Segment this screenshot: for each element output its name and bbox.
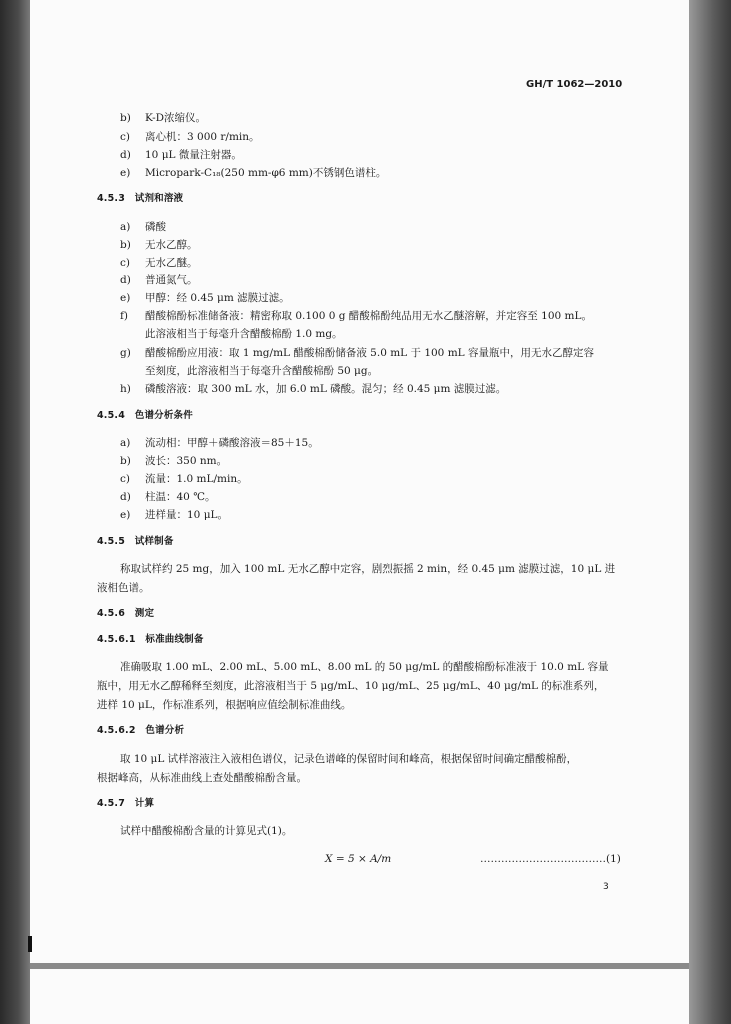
list-label: c) bbox=[120, 257, 130, 269]
list-label: b) bbox=[120, 112, 131, 124]
list-label: e) bbox=[120, 292, 131, 304]
list-label: d) bbox=[120, 491, 131, 503]
list-label: h) bbox=[120, 383, 131, 395]
paragraph-line: 称取试样约 25 mg，加入 100 mL 无水乙醇中定容，剧烈振摇 2 min，经 0.45 μm 滤膜过滤，10 μL 进 bbox=[120, 563, 616, 575]
list-item: Micropark-C₁₈(250 mm-φ6 mm)不锈钢色谱柱。 bbox=[145, 167, 387, 179]
section-heading: 4.5.7 计算 bbox=[97, 798, 155, 809]
list-label: a) bbox=[120, 221, 131, 233]
list-item: 甲醇：经 0.45 μm 滤膜过滤。 bbox=[145, 292, 290, 304]
list-item: 普通氮气。 bbox=[145, 274, 198, 286]
section-heading: 4.5.6 测定 bbox=[97, 608, 155, 619]
paragraph-line: 液相色谱。 bbox=[97, 582, 150, 594]
list-label: e) bbox=[120, 167, 131, 179]
list-label: b) bbox=[120, 239, 131, 251]
list-item: 流动相：甲醇＋磷酸溶液＝85＋15。 bbox=[145, 437, 319, 449]
section-heading: 4.5.6.1 标准曲线制备 bbox=[97, 634, 204, 645]
paragraph-line: 根据峰高，从标准曲线上查处醋酸棉酚含量。 bbox=[97, 772, 307, 784]
list-item: 流量：1.0 mL/min。 bbox=[145, 473, 248, 485]
right-background bbox=[689, 0, 731, 1024]
list-label: a) bbox=[120, 437, 131, 449]
list-item: 醋酸棉酚标准储备液：精密称取 0.100 0 g 醋酸棉酚纯品用无水乙醚溶解，并定容至 100 mL。 bbox=[145, 310, 592, 322]
list-item: 进样量：10 μL。 bbox=[145, 509, 228, 521]
list-label: d) bbox=[120, 149, 131, 161]
paragraph-line: 取 10 μL 试样溶液注入液相色谱仪，记录色谱峰的保留时间和峰高，根据保留时间确定醋酸棉酚， bbox=[120, 753, 578, 765]
list-item: 无水乙醚。 bbox=[145, 257, 198, 269]
binding-mark bbox=[28, 936, 32, 952]
list-item: 柱温：40 ℃。 bbox=[145, 491, 216, 503]
list-item-continuation: 至刻度，此溶液相当于每毫升含醋酸棉酚 50 μg。 bbox=[145, 365, 379, 377]
list-item: 10 μL 微量注射器。 bbox=[145, 149, 242, 161]
list-label: e) bbox=[120, 509, 131, 521]
list-item: 离心机：3 000 r/min。 bbox=[145, 131, 260, 143]
formula: X = 5 × A/m bbox=[325, 853, 392, 865]
paragraph-line: 瓶中，用无水乙醇稀释至刻度，此溶液相当于 5 μg/mL、10 μg/mL、25 μg/mL、40 μg/mL 的标准系列， bbox=[97, 680, 605, 692]
list-label: f) bbox=[120, 310, 128, 322]
list-label: c) bbox=[120, 473, 130, 485]
list-item: 磷酸溶液：取 300 mL 水，加 6.0 mL 磷酸。混匀；经 0.45 μm 滤膜过滤。 bbox=[145, 383, 507, 395]
list-item: 波长：350 nm。 bbox=[145, 455, 228, 467]
standard-code: GH/T 1062—2010 bbox=[526, 79, 623, 90]
list-label: c) bbox=[120, 131, 130, 143]
section-heading: 4.5.5 试样制备 bbox=[97, 536, 174, 547]
list-label: g) bbox=[120, 347, 131, 359]
list-label: d) bbox=[120, 274, 131, 286]
paragraph-line: 试样中醋酸棉酚含量的计算见式(1)。 bbox=[120, 825, 293, 837]
section-heading: 4.5.6.2 色谱分析 bbox=[97, 725, 185, 736]
formula-number: ………………………………(1) bbox=[480, 853, 621, 865]
page-number: 3 bbox=[603, 882, 609, 892]
list-item: 醋酸棉酚应用液：取 1 mg/mL 醋酸棉酚储备液 5.0 mL 于 100 mL 容量瓶中，用无水乙醇定容 bbox=[145, 347, 594, 359]
paragraph-line: 进样 10 μL，作标准系列，根据响应值绘制标准曲线。 bbox=[97, 699, 352, 711]
list-label: b) bbox=[120, 455, 131, 467]
section-heading: 4.5.3 试剂和溶液 bbox=[97, 193, 184, 204]
next-page bbox=[30, 969, 689, 1024]
list-item: 无水乙醇。 bbox=[145, 239, 198, 251]
list-item-continuation: 此溶液相当于每毫升含醋酸棉酚 1.0 mg。 bbox=[145, 328, 343, 340]
section-heading: 4.5.4 色谱分析条件 bbox=[97, 410, 193, 421]
paragraph-line: 准确吸取 1.00 mL、2.00 mL、5.00 mL、8.00 mL 的 50 μg/mL 的醋酸棉酚标准液于 10.0 mL 容量 bbox=[120, 661, 609, 673]
list-item: 磷酸 bbox=[145, 221, 166, 233]
list-item: K-D浓缩仪。 bbox=[145, 112, 207, 124]
